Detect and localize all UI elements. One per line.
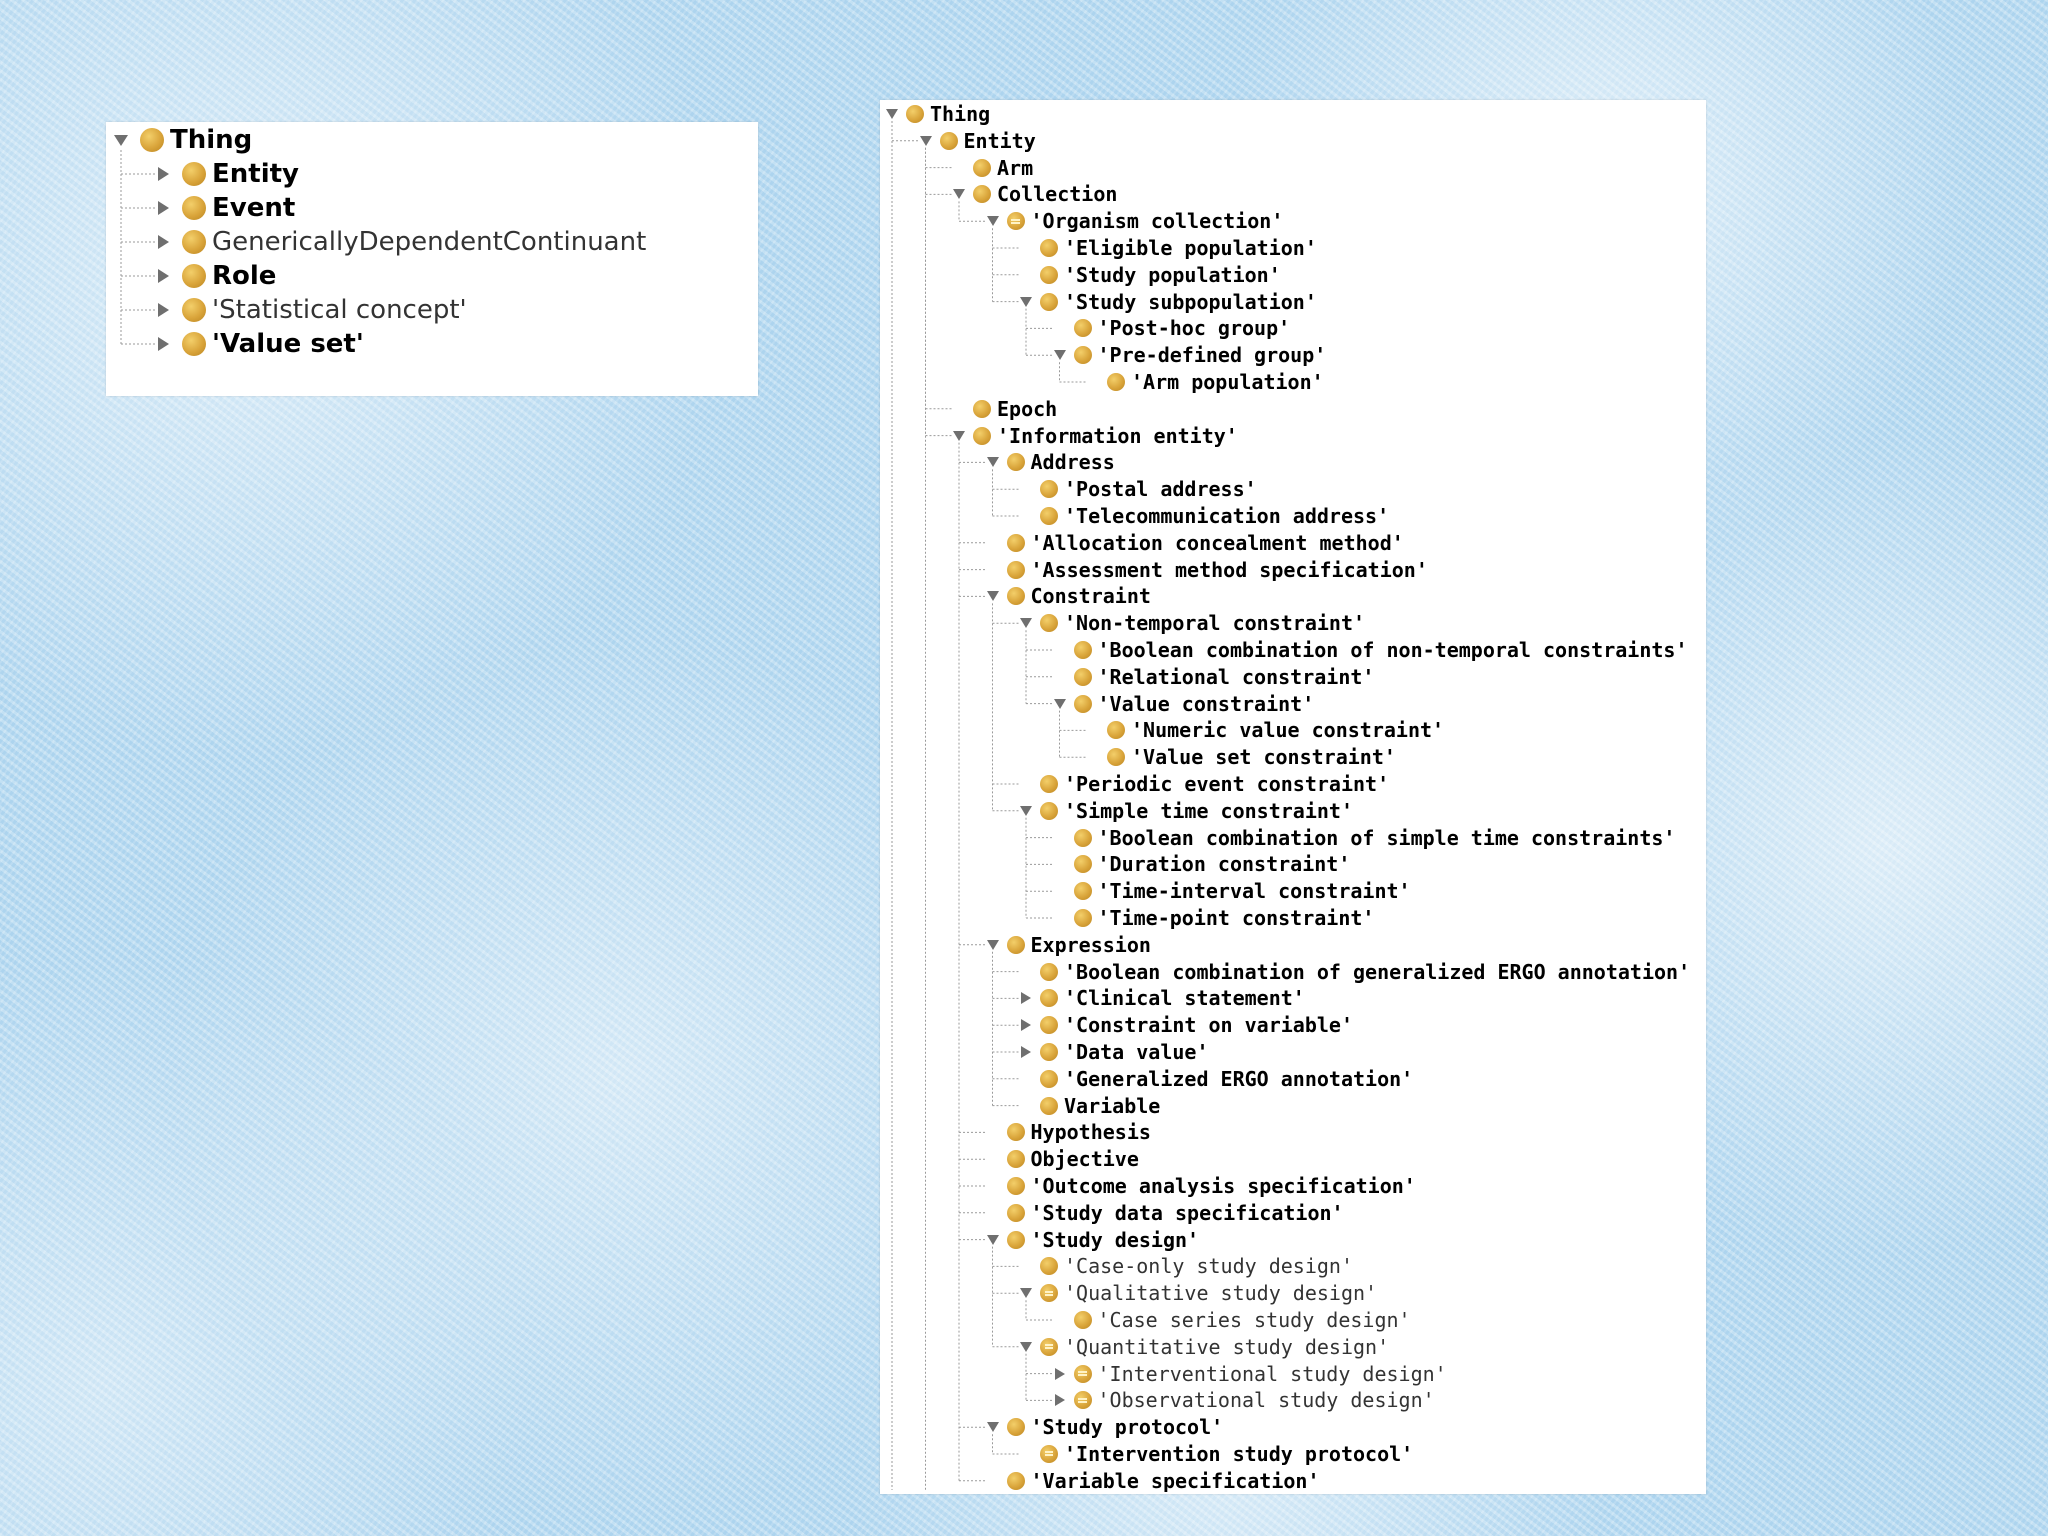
expand-arrow-icon[interactable] <box>1020 618 1032 628</box>
tree-node-study-subpopulation[interactable] <box>1018 288 1317 315</box>
tree-node-label: 'Time-interval constraint' <box>1097 879 1411 904</box>
tree-node-study-protocol[interactable] <box>985 1414 1224 1441</box>
tree-node-study-data-specification[interactable] <box>985 1199 1344 1226</box>
tree-node-post-hoc-group[interactable] <box>1052 315 1291 342</box>
tree-node-label: Entity <box>963 128 1036 153</box>
tree-node-clinical-statement[interactable] <box>1018 985 1305 1012</box>
tree-node-label: 'Variable specification' <box>1030 1468 1320 1493</box>
defined-class-icon <box>1007 212 1025 230</box>
class-icon <box>1074 668 1092 686</box>
tree-node-boolean-combination-of-simple-time-constraints[interactable] <box>1052 824 1676 851</box>
class-icon <box>1040 507 1058 525</box>
class-icon <box>1074 319 1092 337</box>
tree-node-label: Role <box>212 261 277 291</box>
class-icon <box>1040 1016 1058 1034</box>
tree-node-genericallydependentcontinuant[interactable] <box>154 225 646 259</box>
class-hierarchy-panel-overview <box>106 122 758 396</box>
tree-node-allocation-concealment-method[interactable] <box>985 529 1404 556</box>
tree-node-pre-defined-group[interactable] <box>1052 342 1327 369</box>
tree-node-boolean-combination-of-non-temporal-constraints[interactable] <box>1052 637 1688 664</box>
tree-node-entity[interactable] <box>154 157 299 191</box>
collapse-arrow-icon[interactable] <box>1021 992 1031 1004</box>
class-icon <box>940 132 958 150</box>
class-icon <box>1040 266 1058 284</box>
expand-arrow-icon[interactable] <box>920 136 932 146</box>
tree-node-periodic-event-constraint[interactable] <box>1018 771 1389 798</box>
tree-node-label: Thing <box>170 125 253 155</box>
class-icon <box>182 230 206 254</box>
class-icon <box>1107 748 1125 766</box>
class-icon <box>182 162 206 186</box>
tree-node-label: 'Post-hoc group' <box>1097 316 1291 341</box>
tree-node-label: 'Organism collection' <box>1030 209 1284 234</box>
tree-node-label: 'Study data specification' <box>1030 1200 1344 1225</box>
tree-node-label: 'Data value' <box>1064 1039 1209 1064</box>
tree-node-objective[interactable] <box>985 1146 1139 1173</box>
collapse-arrow-icon[interactable] <box>1055 1368 1065 1380</box>
class-icon <box>1040 293 1058 311</box>
class-icon <box>1074 829 1092 847</box>
tree-node-label: 'Outcome analysis specification' <box>1030 1173 1416 1198</box>
tree-node-relational-constraint[interactable] <box>1052 663 1375 690</box>
defined-class-icon <box>1040 1338 1058 1356</box>
tree-node-eligible-population[interactable] <box>1018 235 1317 262</box>
tree-node-label: Thing <box>930 101 991 126</box>
tree-node-time-point-constraint[interactable] <box>1052 905 1375 932</box>
tree-node-label: 'Boolean combination of simple time constraints' <box>1097 825 1676 850</box>
class-icon <box>973 185 991 203</box>
class-icon <box>1007 936 1025 954</box>
class-icon <box>1007 1204 1025 1222</box>
tree-node-label: 'Time-point constraint' <box>1097 905 1375 930</box>
tree-node-assessment-method-specification[interactable] <box>985 556 1428 583</box>
tree-node-label: 'Arm population' <box>1131 369 1324 394</box>
tree-node-outcome-analysis-specification[interactable] <box>985 1173 1416 1200</box>
tree-node-label: 'Assessment method specification' <box>1030 557 1428 582</box>
tree-node-label: 'Study design' <box>1030 1227 1200 1252</box>
expand-arrow-icon[interactable] <box>987 1235 999 1245</box>
tree-node-statistical-concept[interactable] <box>154 293 467 327</box>
collapse-arrow-icon[interactable] <box>158 269 169 283</box>
defined-class-icon <box>1040 1445 1058 1463</box>
expand-arrow-icon[interactable] <box>886 109 898 119</box>
defined-class-icon <box>1074 1391 1092 1409</box>
collapse-arrow-icon[interactable] <box>158 167 169 181</box>
tree-node-label: 'Telecommunication address' <box>1064 503 1390 528</box>
class-tree-detail <box>880 100 1706 1494</box>
tree-node-generalized-ergo-annotation[interactable] <box>1018 1065 1413 1092</box>
expand-arrow-icon[interactable] <box>1054 699 1066 709</box>
class-icon <box>973 400 991 418</box>
class-icon <box>1040 989 1058 1007</box>
tree-node-case-series-study-design[interactable] <box>1052 1307 1411 1334</box>
tree-node-variable[interactable] <box>1018 1092 1160 1119</box>
tree-node-address[interactable] <box>985 449 1115 476</box>
tree-node-label: 'Relational constraint' <box>1097 664 1375 689</box>
class-icon <box>1040 480 1058 498</box>
tree-node-label: Address <box>1030 450 1115 475</box>
tree-node-label: Constraint <box>1030 584 1151 609</box>
expand-arrow-icon[interactable] <box>953 431 965 441</box>
class-icon <box>1040 1070 1058 1088</box>
class-icon <box>182 196 206 220</box>
tree-node-duration-constraint[interactable] <box>1052 851 1351 878</box>
tree-node-label: 'Study subpopulation' <box>1064 289 1317 314</box>
tree-node-collection[interactable] <box>951 181 1117 208</box>
class-icon <box>1040 1097 1058 1115</box>
class-icon <box>973 159 991 177</box>
class-icon <box>1007 587 1025 605</box>
class-icon <box>1074 695 1092 713</box>
tree-node-label: 'Value set' <box>212 329 364 359</box>
class-icon <box>973 427 991 445</box>
tree-node-intervention-study-protocol[interactable] <box>1018 1441 1413 1468</box>
class-icon <box>1040 239 1058 257</box>
class-icon <box>182 332 206 356</box>
tree-node-organism-collection[interactable] <box>985 208 1284 235</box>
class-icon <box>1040 1043 1058 1061</box>
expand-arrow-icon[interactable] <box>953 189 965 199</box>
class-icon <box>140 128 164 152</box>
tree-node-constraint[interactable] <box>985 583 1151 610</box>
tree-node-numeric-value-constraint[interactable] <box>1085 717 1444 744</box>
tree-node-label: 'Eligible population' <box>1064 235 1317 260</box>
tree-node-label: 'Study protocol' <box>1030 1415 1224 1440</box>
class-icon <box>1007 1177 1025 1195</box>
class-icon <box>1007 453 1025 471</box>
tree-node-label: 'Simple time constraint' <box>1064 798 1353 823</box>
tree-node-label: Expression <box>1030 932 1151 957</box>
class-icon <box>182 298 206 322</box>
class-hierarchy-panel-detail <box>880 100 1706 1494</box>
tree-node-label: 'Intervention study protocol' <box>1064 1441 1414 1466</box>
class-icon <box>1040 802 1058 820</box>
tree-node-label: 'Statistical concept' <box>212 295 467 325</box>
class-icon <box>1040 1257 1058 1275</box>
tree-node-label: Epoch <box>997 396 1058 421</box>
tree-node-constraint-on-variable[interactable] <box>1018 1012 1353 1039</box>
tree-node-value-constraint[interactable] <box>1052 690 1315 717</box>
expand-arrow-icon[interactable] <box>1054 350 1066 360</box>
class-icon <box>1007 1150 1025 1168</box>
tree-node-label: 'Case-only study design' <box>1064 1254 1353 1279</box>
defined-class-icon <box>1040 1284 1058 1302</box>
tree-node-data-value[interactable] <box>1018 1039 1209 1066</box>
tree-node-label: Collection <box>997 182 1118 207</box>
collapse-arrow-icon[interactable] <box>158 235 169 249</box>
tree-node-label: 'Allocation concealment method' <box>1030 530 1404 555</box>
class-icon <box>1074 346 1092 364</box>
tree-node-quantitative-study-design[interactable] <box>1018 1333 1389 1360</box>
class-icon <box>1074 909 1092 927</box>
collapse-arrow-icon[interactable] <box>1021 1019 1031 1031</box>
class-icon <box>1074 1311 1092 1329</box>
tree-node-label: 'Value set constraint' <box>1131 745 1396 770</box>
tree-node-label: Hypothesis <box>1030 1120 1151 1145</box>
collapse-arrow-icon[interactable] <box>1021 1046 1031 1058</box>
tree-node-label: 'Periodic event constraint' <box>1064 771 1390 796</box>
expand-arrow-icon[interactable] <box>987 940 999 950</box>
tree-node-label: Entity <box>212 159 299 189</box>
expand-arrow-icon[interactable] <box>987 216 999 226</box>
class-icon <box>1040 614 1058 632</box>
tree-node-label: Event <box>212 193 296 223</box>
tree-node-label: 'Boolean combination of non-temporal constraints' <box>1097 637 1688 662</box>
tree-node-information-entity[interactable] <box>951 422 1238 449</box>
class-icon <box>906 105 924 123</box>
tree-node-label: 'Case series study design' <box>1097 1307 1411 1332</box>
tree-node-variable-specification[interactable] <box>985 1467 1320 1494</box>
class-tree-overview <box>106 122 758 396</box>
tree-node-study-design[interactable] <box>985 1226 1200 1253</box>
collapse-arrow-icon[interactable] <box>158 303 169 317</box>
tree-node-arm[interactable] <box>951 154 1033 181</box>
tree-node-label: GenericallyDependentContinuant <box>212 227 647 257</box>
expand-arrow-icon[interactable] <box>114 135 128 146</box>
tree-node-case-only-study-design[interactable] <box>1018 1253 1353 1280</box>
tree-node-entity[interactable] <box>918 127 1036 154</box>
tree-node-label: 'Study population' <box>1064 262 1281 287</box>
tree-node-boolean-combination-of-generalized-ergo-annotation[interactable] <box>1018 958 1690 985</box>
class-icon <box>1007 534 1025 552</box>
tree-node-hypothesis[interactable] <box>985 1119 1151 1146</box>
tree-node-thing[interactable] <box>112 123 252 157</box>
tree-node-qualitative-study-design[interactable] <box>1018 1280 1377 1307</box>
tree-node-telecommunication-address[interactable] <box>1018 503 1389 530</box>
tree-node-label: 'Clinical statement' <box>1064 986 1305 1011</box>
tree-node-label: 'Duration constraint' <box>1097 852 1351 877</box>
tree-node-label: Objective <box>1030 1147 1139 1172</box>
class-icon <box>1107 721 1125 739</box>
tree-node-observational-study-design[interactable] <box>1052 1387 1435 1414</box>
tree-node-study-population[interactable] <box>1018 261 1281 288</box>
tree-node-label: 'Interventional study design' <box>1097 1361 1447 1386</box>
tree-node-value-set-constraint[interactable] <box>1085 744 1396 771</box>
class-icon <box>1074 855 1092 873</box>
class-icon <box>1007 1123 1025 1141</box>
tree-node-label: 'Information entity' <box>997 423 1238 448</box>
class-icon <box>1007 1418 1025 1436</box>
tree-node-arm-population[interactable] <box>1085 369 1324 396</box>
tree-node-label: 'Quantitative study design' <box>1064 1334 1390 1359</box>
tree-node-non-temporal-constraint[interactable] <box>1018 610 1365 637</box>
class-icon <box>1074 882 1092 900</box>
class-icon <box>1040 963 1058 981</box>
tree-node-expression[interactable] <box>985 931 1151 958</box>
tree-node-label: 'Boolean combination of generalized ERGO annotation' <box>1064 959 1691 984</box>
tree-node-epoch[interactable] <box>951 395 1057 422</box>
class-icon <box>1074 641 1092 659</box>
expand-arrow-icon[interactable] <box>1020 297 1032 307</box>
tree-node-role[interactable] <box>154 259 276 293</box>
class-icon <box>1007 561 1025 579</box>
tree-node-interventional-study-design[interactable] <box>1052 1360 1447 1387</box>
tree-node-label: 'Non-temporal constraint' <box>1064 611 1366 636</box>
expand-arrow-icon[interactable] <box>1020 806 1032 816</box>
tree-node-simple-time-constraint[interactable] <box>1018 797 1353 824</box>
collapse-arrow-icon[interactable] <box>158 201 169 215</box>
class-icon <box>1007 1231 1025 1249</box>
tree-node-thing[interactable] <box>884 101 990 128</box>
expand-arrow-icon[interactable] <box>987 1422 999 1432</box>
tree-node-label: 'Constraint on variable' <box>1064 1013 1353 1038</box>
tree-node-time-interval-constraint[interactable] <box>1052 878 1411 905</box>
collapse-arrow-icon[interactable] <box>158 337 169 351</box>
tree-node-label: Arm <box>997 155 1034 180</box>
tree-node-value-set[interactable] <box>154 327 364 361</box>
tree-node-label: 'Numeric value constraint' <box>1131 718 1445 743</box>
class-icon <box>1107 373 1125 391</box>
class-icon <box>182 264 206 288</box>
class-icon <box>1040 775 1058 793</box>
tree-node-label: 'Value constraint' <box>1097 691 1315 716</box>
expand-arrow-icon[interactable] <box>1020 1288 1032 1298</box>
tree-node-label: Variable <box>1064 1093 1161 1118</box>
tree-node-label: 'Pre-defined group' <box>1097 343 1327 368</box>
expand-arrow-icon[interactable] <box>1020 1342 1032 1352</box>
tree-node-label: 'Generalized ERGO annotation' <box>1064 1066 1414 1091</box>
tree-node-label: 'Qualitative study design' <box>1064 1281 1378 1306</box>
expand-arrow-icon[interactable] <box>987 591 999 601</box>
tree-node-postal-address[interactable] <box>1018 476 1257 503</box>
class-icon <box>1007 1472 1025 1490</box>
tree-node-label: 'Observational study design' <box>1097 1388 1435 1413</box>
collapse-arrow-icon[interactable] <box>1055 1394 1065 1406</box>
tree-node-label: 'Postal address' <box>1064 477 1257 502</box>
defined-class-icon <box>1074 1365 1092 1383</box>
tree-node-event[interactable] <box>154 191 295 225</box>
expand-arrow-icon[interactable] <box>987 457 999 467</box>
